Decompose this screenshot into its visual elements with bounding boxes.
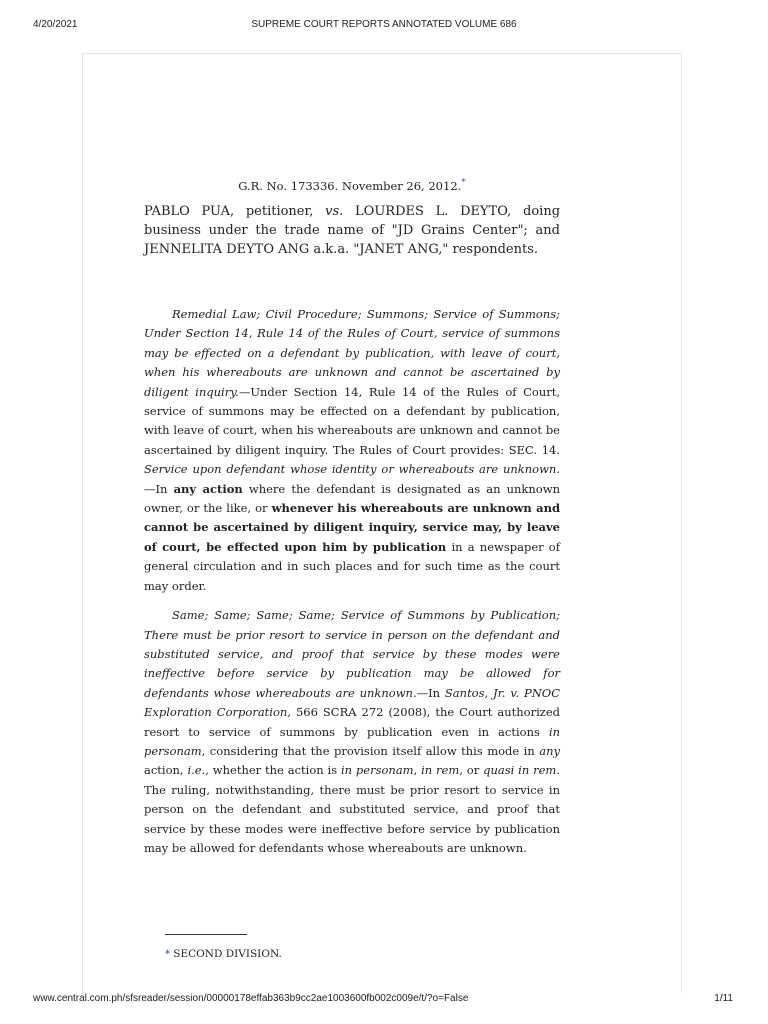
footnote (165, 948, 282, 960)
syllabus-text: . The ruling, notwithstanding, there must be prior resort to service in person on the defendant and substituted service, and proof that service by these modes were ineffective before service by publication may be allowed for defendants whose whereabouts are unknown. (144, 763, 560, 855)
syllabus (144, 305, 560, 868)
versus: vs. (325, 204, 344, 219)
syllabus-text: action, (144, 763, 188, 778)
syllabus-text: 566 SCRA 272 (2008), the Court authorized resort to service of summons by publication even in actions (144, 705, 560, 739)
syllabus-italic: Service upon defendant whose identity or whereabouts are unknown. (144, 462, 560, 477)
case-citation: Santos, Jr. v. PNOC Exploration Corporation, (144, 685, 560, 720)
syllabus-text: —In (144, 481, 174, 496)
syllabus-text: , or (459, 763, 484, 778)
syllabus-italic: quasi in rem (483, 763, 557, 778)
case-number-text: G.R. No. 173336. November 26, 2012. (238, 178, 462, 193)
syllabus-italic: in personam (144, 724, 560, 758)
petitioner-role: petitioner, (234, 204, 326, 219)
print-date: 4/20/2021 (33, 19, 78, 30)
syllabus-paragraph (144, 305, 560, 596)
syllabus-italic: any (539, 743, 560, 758)
footnote-marker: * (165, 948, 171, 960)
syllabus-text: —In (416, 685, 445, 700)
syllabus-text: , (413, 763, 422, 778)
page-number: 1/11 (714, 993, 733, 1004)
syllabus-bold: any action (173, 481, 243, 496)
syllabus-text: , considering that the provision itself allow this mode in (201, 743, 540, 758)
syllabus-bold: whenever his whereabouts are unknown and cannot be ascertained by diligent inquiry, service may, by leave of court, be effected upon him by publication (144, 501, 561, 554)
syllabus-text: —Under Section 14, Rule 14 of the Rules of Court, service of summons may be effected on a defendant by publication, with leave of court, when his whereabouts are unknown and cannot be ascertained by diligent inquiry. The Rules of Court provides: SEC. 14. (144, 384, 561, 457)
case-number-date (144, 178, 560, 193)
syllabus-italic: in rem (421, 763, 460, 778)
footnote-reference[interactable]: * (461, 178, 466, 188)
syllabus-keywords: Same; Same; Same; Same; Service of Summons by Publication; There must be prior resort to service in person on the defendant and substituted service, and proof that service by these modes were ineffective before service by publication may be allowed for defendants whose whereabouts are unknown. (144, 608, 560, 700)
syllabus-text: in a newspaper of general circulation and in such places and for such time as the court may order. (144, 539, 560, 593)
footnote-text: SECOND DIVISION. (173, 948, 282, 960)
petitioner-name: PABLO PUA, (144, 204, 235, 219)
footnote-divider (165, 934, 247, 935)
syllabus-text: , whether the action is (205, 763, 341, 778)
page-url: www.central.com.ph/sfsreader/session/00000178effab363b9cc2ae1003600fb002c009e/t/?o=False (33, 993, 469, 1004)
syllabus-keywords: Remedial Law; Civil Procedure; Summons; Service of Summons; Under Section 14, Rule 14 of the Rules of Court, service of summons may be effected on a defendant by publication, with leave of court, when his whereabouts are unknown and cannot be ascertained by diligent inquiry. (144, 307, 560, 399)
print-title: SUPREME COURT REPORTS ANNOTATED VOLUME 686 (251, 19, 517, 30)
case-parties (144, 202, 560, 259)
syllabus-italic: i.e. (187, 763, 206, 778)
print-header (0, 19, 768, 33)
syllabus-text: where the defendant is designated as an unknown owner, or the like, or (144, 481, 560, 516)
syllabus-paragraph (144, 606, 560, 858)
respondents: LOURDES L. DEYTO, doing business under the trade name of "JD Grains Center"; and JENNELITA DEYTO ANG a.k.a. "JANET ANG," respondents. (144, 204, 561, 257)
syllabus-italic: in personam (340, 763, 414, 778)
print-footer (0, 993, 768, 1007)
